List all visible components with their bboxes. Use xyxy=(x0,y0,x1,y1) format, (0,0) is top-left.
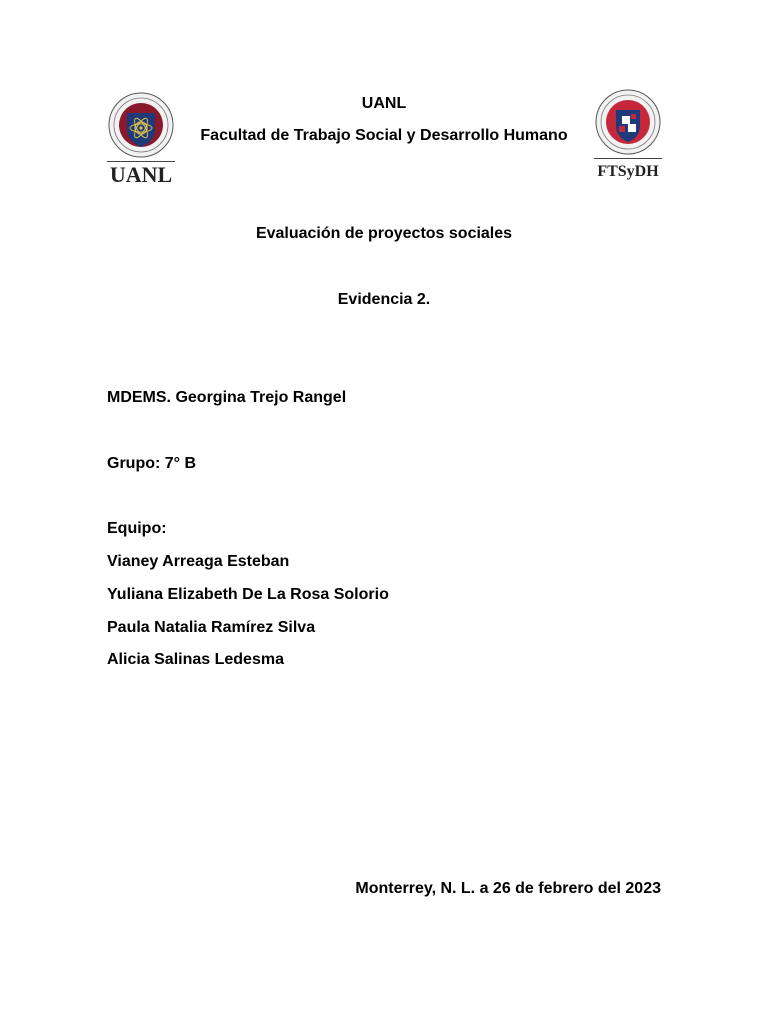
team-label: Equipo: xyxy=(107,520,167,537)
team-member: Paula Natalia Ramírez Silva xyxy=(107,619,316,636)
ftsydh-wordmark: FTSyDH xyxy=(597,163,659,180)
team-member: Vianey Arreaga Esteban xyxy=(107,553,290,570)
team-member: Alicia Salinas Ledesma xyxy=(107,651,284,668)
teacher-name: MDEMS. Georgina Trejo Rangel xyxy=(107,389,347,406)
ftsydh-logo-rule xyxy=(594,158,662,159)
group-label: Grupo: 7° B xyxy=(107,455,197,472)
university-title: UANL xyxy=(361,95,407,112)
uanl-wordmark: UANL xyxy=(109,162,173,187)
course-title: Evaluación de proyectos sociales xyxy=(255,225,513,242)
faculty-title: Facultad de Trabajo Social y Desarrollo Humano xyxy=(200,127,568,144)
place-date: Monterrey, N. L. a 26 de febrero del 2023 xyxy=(355,880,661,897)
team-member: Yuliana Elizabeth De La Rosa Solorio xyxy=(107,586,389,603)
evidence-title: Evidencia 2. xyxy=(337,291,431,308)
